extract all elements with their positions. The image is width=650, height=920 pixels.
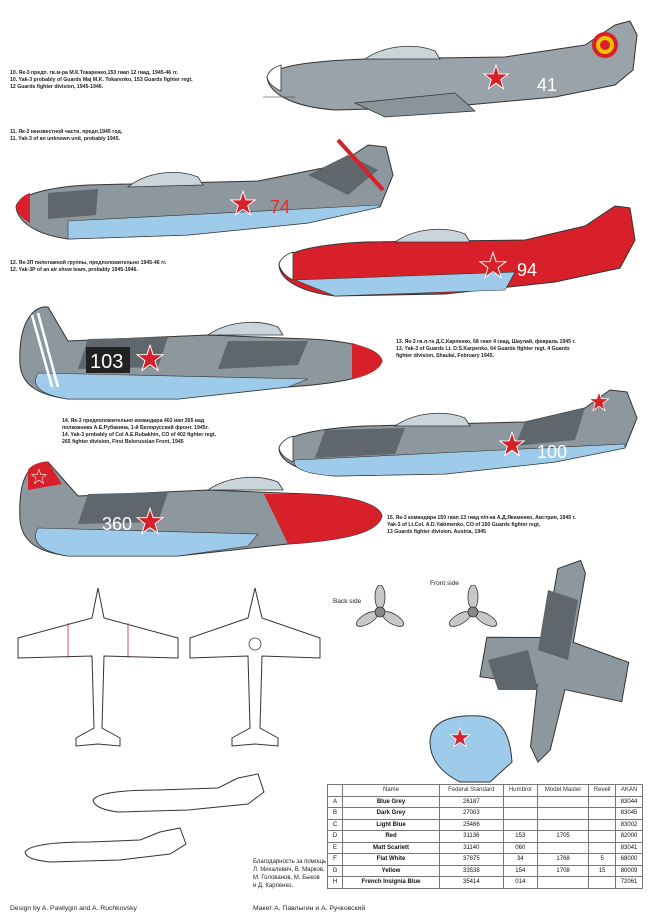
color-letter: C [328, 819, 343, 831]
color-reference-table [327, 784, 643, 889]
color-name: Light Blue [343, 819, 440, 831]
color-code: 80009 [616, 865, 643, 877]
color-code: 153 [503, 831, 537, 843]
table-row [328, 865, 643, 877]
color-code [503, 796, 537, 808]
color-code: 83045 [616, 808, 643, 820]
table-row [328, 854, 643, 866]
side-line-view-2 [20, 824, 190, 874]
color-code: 25466 [440, 819, 504, 831]
color-code [537, 877, 588, 889]
color-code: 83044 [616, 796, 643, 808]
wing-underside-view [8, 578, 188, 768]
acknowledgements: Благодарность за помощь Л. Михалевич, В. Марков, М. Голованов, М. Быков и Д. Карпенко. [253, 859, 327, 889]
wing-topside-view [180, 578, 330, 768]
color-code: 060 [503, 842, 537, 854]
aircraft-number: 74 [270, 197, 291, 217]
color-letter: H [328, 877, 343, 889]
color-code: 72061 [616, 877, 643, 889]
color-name: Flat White [343, 854, 440, 866]
design-credit: Design by A. Pawlygin and A. Ruchkovsky [10, 905, 137, 912]
color-code: 33538 [440, 865, 504, 877]
color-code: 83041 [616, 842, 643, 854]
caption-10: 10. Як-3 предп. гв.м-ра М.К.Токаренко,153 гиап 12 гиад, 1945-46 гг. 10. Yak-3 probably of Guards Maj M.K. Tokarenko, 153 Guards fighter regt, 12 Guards fighter division, 1945-1946. [10, 70, 193, 90]
caption-14: 14. Як-3 предположительно командира 402 иап 265 иад полковника А.Е.Рубакина, 1-й Белорусский фронт, 1945г. 14. Yak-3 probably of Col A.E.Rubakhin, CO of 402 fighter regt, 265 fighter division, First Belorussian Front, 1945 [62, 418, 216, 445]
table-row [328, 808, 643, 820]
color-code: 82000 [616, 831, 643, 843]
color-code: 34 [503, 854, 537, 866]
aircraft-15-profile [8, 450, 393, 580]
color-name: French Insignia Blue [343, 877, 440, 889]
color-code: 5 [589, 854, 616, 866]
table-row [328, 842, 643, 854]
table-header-row: Name Federal Standard Humbrol Model Master Revell AKAN [328, 785, 643, 797]
color-code: 1708 [537, 865, 588, 877]
table-row [328, 877, 643, 889]
caption-13: 13. Як-3 гв.л-та Д.С.Карпенко, 68 гиап 4 гиад, Шаулай, февраль 1945 г. 13. Yak-3 of Guards Lt. D.S.Karpenko, 64 Guards fighter regt, 4 Guards fighter division, Shaulai, February 1945. [396, 339, 576, 359]
front-side-label: Front side [430, 580, 459, 587]
color-code: 27003 [440, 808, 504, 820]
color-code [589, 808, 616, 820]
color-letter: D [328, 831, 343, 843]
aircraft-number: 100 [537, 442, 568, 462]
color-name: Yellow [343, 865, 440, 877]
color-code [537, 808, 588, 820]
color-code: 83002 [616, 819, 643, 831]
color-letter: B [328, 808, 343, 820]
color-code [537, 796, 588, 808]
color-code [589, 819, 616, 831]
propeller-back-icon [355, 585, 405, 635]
maket-credit: Макет А. Павлыгин и А. Ручковский [253, 905, 366, 912]
color-name: Dark Grey [343, 808, 440, 820]
color-code [503, 808, 537, 820]
color-code: 31136 [440, 831, 504, 843]
aircraft-10-profile [255, 15, 645, 135]
aircraft-number: 94 [517, 260, 538, 280]
color-code: 1705 [537, 831, 588, 843]
aircraft-number: 103 [90, 351, 124, 373]
caption-15: 15. Як-3 командира 150 гиап 13 гиад п/п-ка А.Д.Якименко, Австрия, 1945 г. Yak-3 of Lt.Col. A.D.Yakimenko, CO of 150 Guards fighter regt, 13 Guards fighter division, Austria, 1945 [387, 515, 576, 535]
caption-11: 11. Як-3 неизвестной части, предп.1945 год. 11. Yak-3 of an unknown unit, probably 1945. [10, 129, 123, 142]
color-code [537, 819, 588, 831]
table-row [328, 831, 643, 843]
color-letter: F [328, 854, 343, 866]
color-letter: G [328, 865, 343, 877]
color-code [589, 796, 616, 808]
color-code [589, 877, 616, 889]
color-code: 68000 [616, 854, 643, 866]
color-code: 154 [503, 865, 537, 877]
table-row [328, 819, 643, 831]
aircraft-number: 41 [537, 75, 558, 95]
color-code [589, 842, 616, 854]
back-side-label: Back side [333, 598, 362, 605]
color-code: 26187 [440, 796, 504, 808]
color-code [589, 831, 616, 843]
side-line-view [88, 766, 268, 826]
color-letter: A [328, 796, 343, 808]
color-code: 31140 [440, 842, 504, 854]
color-code: 014 [503, 877, 537, 889]
color-name: Red [343, 831, 440, 843]
tail-underside-view [420, 702, 530, 792]
color-code: 15 [589, 865, 616, 877]
caption-12: 12. Як-3П пилотажной группы, предположительно 1945-46 гг. 12. Yak-3P of an air show team, probably 1945-1946. [10, 260, 167, 273]
aircraft-number: 360 [102, 514, 133, 534]
color-code: 35414 [440, 877, 504, 889]
color-name: Matt Scarlett [343, 842, 440, 854]
color-code: 1768 [537, 854, 588, 866]
table-row [328, 796, 643, 808]
color-name: Blue Grey [343, 796, 440, 808]
color-letter: E [328, 842, 343, 854]
color-code: 37875 [440, 854, 504, 866]
color-code [537, 842, 588, 854]
color-code [503, 819, 537, 831]
